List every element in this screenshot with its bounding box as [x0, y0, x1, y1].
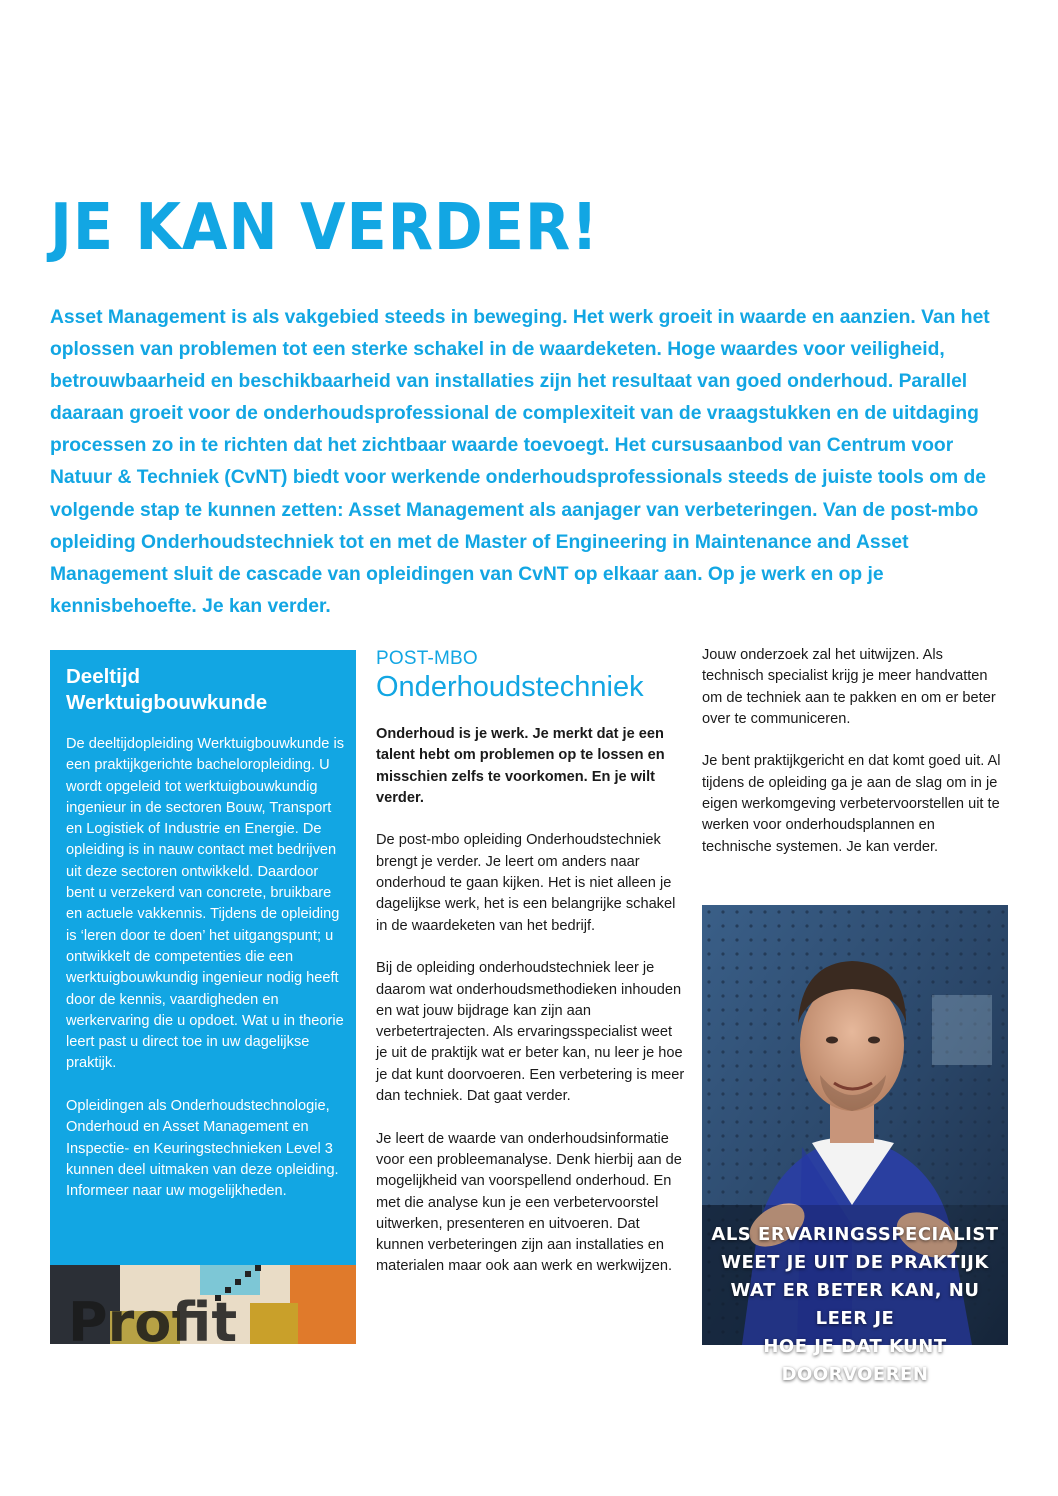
deeltijd-box [50, 650, 356, 1354]
deeltijd-title: Deeltijd Werktuigbouwkunde [66, 665, 268, 714]
photo-quote-line-4: HOE JE DAT KUNT DOORVOEREN [763, 1336, 947, 1385]
column-paragraph-2: Bij de opleiding onderhoudstechniek leer je daarom wat onderhoudsmethodieken inhouden en wat jouw bijdrage kan zijn aan verbetertrajecten. Als ervaringsspecialist weet je uit de praktijk wat er beter kan, nu leer je hoe je dat kunt doorvoeren. Een verbetering is meer dan techniek. Dat gaat verder. [376, 960, 685, 1105]
column-title: Onderhoudstechniek [376, 671, 644, 703]
page-headline: JE KAN VERDER! [50, 191, 599, 265]
mechanic-photo [702, 905, 1008, 1385]
profit-word: Profit [68, 1291, 238, 1354]
profit-illustration [50, 1265, 356, 1354]
photo-quote-line-1: ALS ERVARINGSSPECIALIST [711, 1224, 999, 1245]
right-body [702, 645, 1008, 858]
photo-quote-line-3: WAT ER BETER KAN, NU LEER JE [730, 1280, 980, 1329]
intro-paragraph [50, 302, 1010, 623]
photo-quote [702, 1221, 1008, 1389]
intro-text: Asset Management is als vakgebied steeds in beweging. Het werk groeit in waarde en aanzien. Van het oplossen van problemen tot een sterke schakel in de waardeketen. Hoge waardes voor veiligheid, betrouwbaarheid en beschikbaarheid van installaties zijn het resultaat van goed onderhoud. Parallel daaraan groeit voor de onderhoudsprofessional de complexiteit van de vraagstukken en de uitdaging processen zo in te richten dat het zichtbaar waarde toevoegt. Het cursusaanbod van Centrum voor Natuur & Techniek (CvNT) biedt voor werkende onderhoudsprofessionals steeds de juiste tools om de volgende stap te kunnen zetten: Asset Management als aanjager van verbeteringen. Van de post-mbo opleiding Onderhoudstechniek tot en met de Master of Engineering in Maintenance and Asset Management sluit de cascade van opleidingen van CvNT op elkaar aan. Op je werk en op je kennisbehoefte. Je kan verder. [50, 307, 990, 617]
deeltijd-body [66, 734, 348, 1224]
photo-quote-line-2: WEET JE UIT DE PRAKTIJK [721, 1252, 989, 1273]
deeltijd-paragraph-2: Opleidingen als Onderhoudstechnologie, Onderhoud en Asset Management en Inspectie- en Keuringstechnieken Level 3 kunnen deel uitmaken van deze opleiding. Informeer naar uw mogelijkheden. [66, 1098, 339, 1200]
right-paragraph-2: Je bent praktijkgericht en dat komt goed uit. Al tijdens de opleiding ga je aan de slag om in je eigen werkomgeving verbetervoorstellen uit te werken voor onderhoudsplannen en technische systemen. Je kan verder. [702, 753, 1001, 855]
column-kicker: POST-MBO [376, 648, 478, 669]
column-paragraph-1: De post-mbo opleiding Onderhoudstechniek brengt je verder. Je leert om anders naar onderhoud te gaan kijken. Het is niet alleen je dagelijkse werk, het is een belangrijke schakel in de waardeketen van het bedrijf. [376, 832, 676, 934]
right-paragraph-1: Jouw onderzoek zal het uitwijzen. Als technisch specialist krijg je meer handvatten om de techniek aan te pakken en om er beter over te communiceren. [702, 647, 996, 727]
onderhoudstechniek-column [376, 648, 686, 1299]
column-paragraph-3: Je leert de waarde van onderhoudsinformatie voor een probleemanalyse. Denk hierbij aan de mogelijkheid van voorspellend onderhoud. En met die analyse kun je een verbetervoorstel uitwerken, presenteren en uitvoeren. Dat kunnen verbeteringen zijn aan installaties en materialen maar ook aan werk en werkwijzen. [376, 1130, 682, 1275]
deeltijd-paragraph-1: De deeltijdopleiding Werktuigbouwkunde is een praktijkgerichte bacheloropleiding. U wordt opgeleid tot werktuigbouwkundig ingenieur in de sectoren Bouw, Transport en Logistiek of Industrie en Energie. De opleiding is in nauw contact met bedrijven uit deze sectoren ontwikkeld. Daardoor bent u verzekerd van concrete, bruikbare en actuele vakkennis. Tijdens de opleiding is ‘leren door te doen’ het uitgangspunt; u ontwikkelt de competenties die een werktuigbouwkundig ingenieur nodig heeft door de kennis, vaardigheden en werkervaring die u opdoet. Wat u in theorie leert past u direct toe in uw dagelijkse praktijk. [66, 736, 344, 1072]
right-column [702, 645, 1008, 879]
column-body [376, 830, 686, 1277]
column-lead: Onderhoud is je werk. Je merkt dat je een talent hebt om problemen op te lossen en misschien zelfs te voorkomen. En je wilt verder. [376, 726, 665, 806]
